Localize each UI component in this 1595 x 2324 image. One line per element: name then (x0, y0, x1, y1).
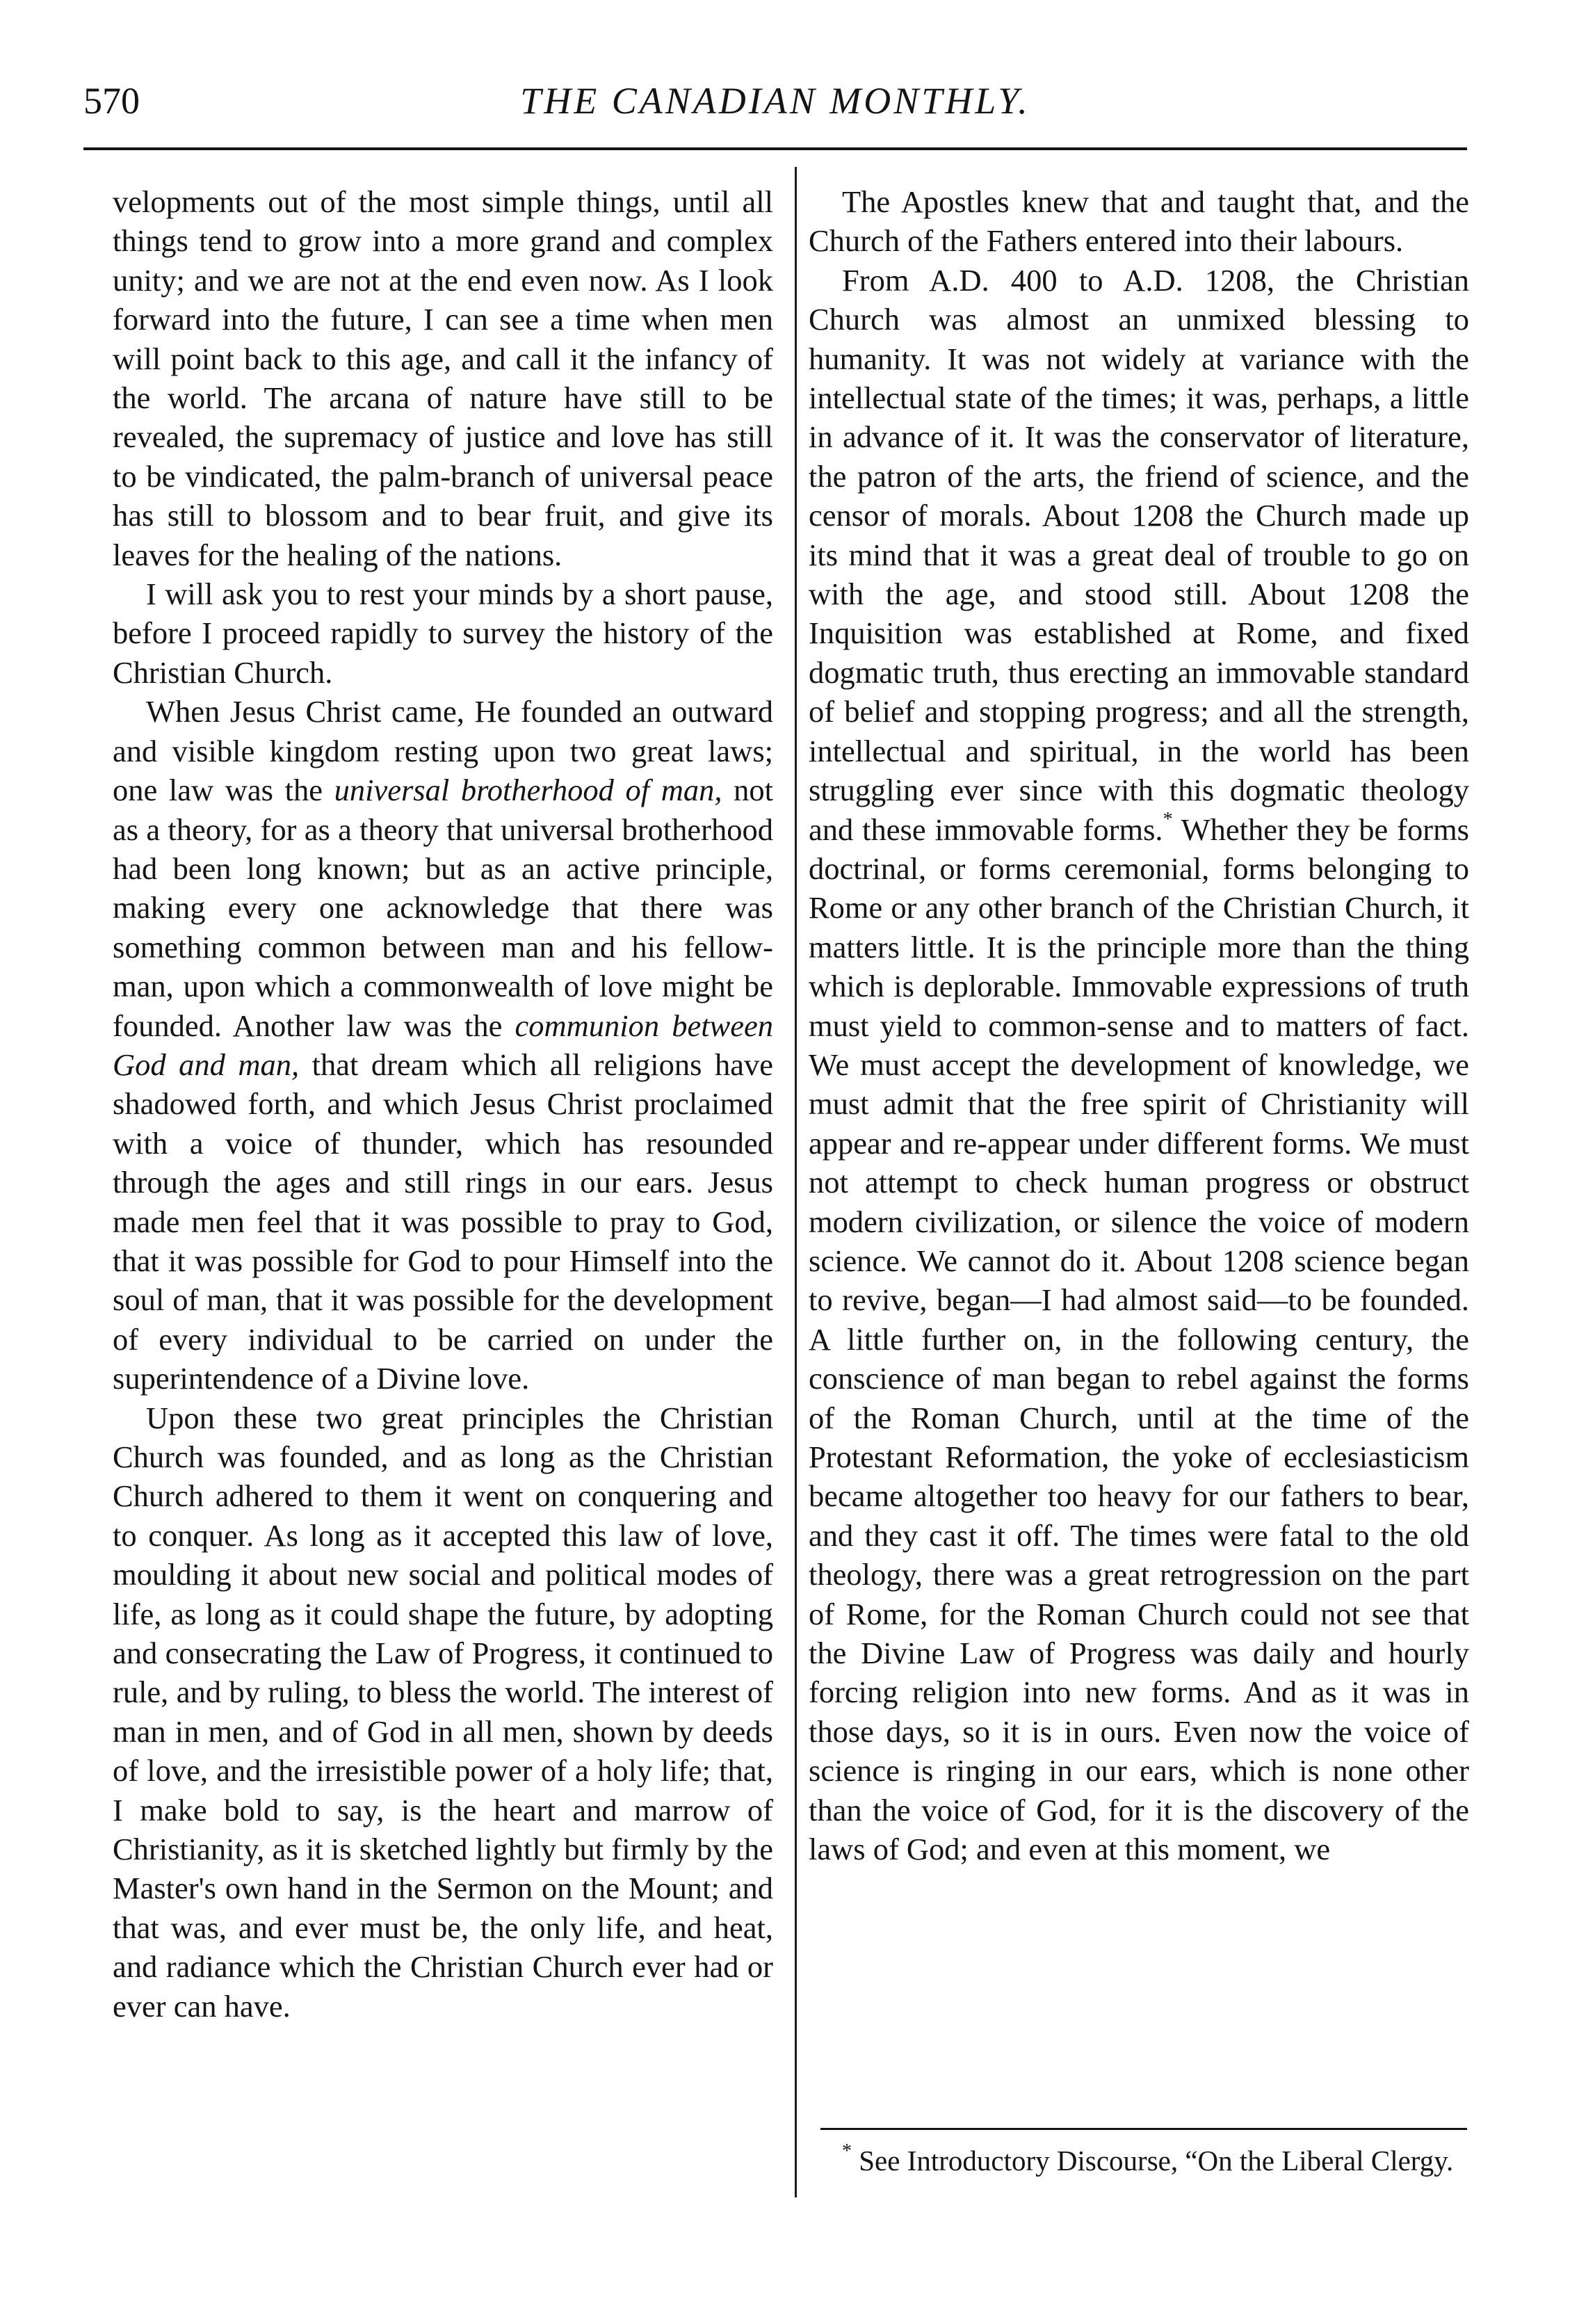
text-run: From A.D. 400 to A.D. 1208, the Christian Church was almost an unmixed blessing to humanity. It was not widely at variance with the intellectual state of the times; it was, perhaps, a little in advance of it. It was the conservator of literature, the patron of the arts, the friend of science, and the censor of morals. About 1208 the Church made up its mind that it was a great deal of trouble to go on with the age, and stood still. About 1208 the Inquisition was established at Rome, and fixed dogmatic truth, thus erecting an immovable standard of belief and stopping progress; and all the strength, intellectual and spiritual, in the world has been struggling ever since with this dogmatic theology and these immovable forms. (809, 262, 1469, 847)
paragraph: The Apostles knew that and taught that, and the Church of the Fathers entered into their labours. (809, 184, 1469, 259)
text-run: When Jesus Christ came, He founded an outward and visible kingdom resting upon two great laws; one law was the (113, 694, 773, 808)
text-run: Whether they be forms doctrinal, or forms ceremonial, forms belonging to Rome or any other branch of the Christian Church, it matters little. It is the principle more than the thing which is deplorable. Immovable expressions of truth must yield to common-sense and to matters of fact. We must accept the development of knowledge, we must admit that the free spirit of Christianity will appear and re-appear under different forms. We must not attempt to check human progress or obstruct modern civilization, or silence the voice of modern science. We cannot do it. About 1208 science began to revive, began—I had almost said—to be founded. A little further on, in the following century, the conscience of man began to rebel against the forms of the Roman Church, until at the time of the Protestant Reformation, the yoke of ecclesiasticism became altogether too heavy for our fathers to bear, and they cast it off. The times were fatal to the old theology, there was a great retrogression on the part of Rome, for the Roman Church could not see that the Divine Law of Progress was daily and hourly forcing religion into new forms. And as it was in those days, so it is in ours. Even now the voice of science is ringing in our ears, which is none other than the voice of God, for it is the discovery of the laws of God; and even at this moment, we (809, 812, 1469, 1867)
footnote (809, 2142, 1469, 2179)
running-head: THE CANADIAN MONTHLY. (520, 80, 1030, 122)
column-divider (795, 167, 797, 2197)
footnote-text (809, 2142, 1469, 2179)
page-header (83, 66, 1467, 136)
footnote-mark: * (842, 2140, 852, 2162)
footnote-rule (820, 2128, 1467, 2130)
header-rule (83, 147, 1467, 150)
paragraph (113, 692, 773, 1398)
text-run: that dream which all religions have shadowed forth, and which Jesus Christ proclaimed with a voice of thunder, which has resounded through the ages and still rings in our ears. Jesus made men feel that it was possible to pray to God, that it was possible for God to pour Himself into the soul of man, that it was possible for the development of every individual to be carried on under the superintendence of a Divine love. (113, 1047, 773, 1396)
right-column (809, 182, 1469, 1869)
footnote-body: See Introductory Discourse, “On the Liberal Clergy. (852, 2145, 1454, 2177)
footnote-reference[interactable]: * (1163, 808, 1173, 830)
paragraph: Upon these two great principles the Christian Church was founded, and as long as the Christian Church adhered to them it went on conquering and to conquer. As long as it accepted this law of love, moulding it about new social and political modes of life, as long as it could shape the future, by adopting and consecrating the Law of Progress, it continued to rule, and by ruling, to bless the world. The interest of man in men, and of God in all men, shown by deeds of love, and the irresistible power of a holy life; that, I make bold to say, is the heart and marrow of Christianity, as it is sketched lightly but firmly by the Master's own hand in the Sermon on the Mount; and that was, and ever must be, the only life, and heat, and radiance which the Christian Church ever had or ever can have. (113, 1400, 773, 2024)
italic-phrase: communion between God and man, (113, 1008, 773, 1082)
left-column (113, 182, 773, 2026)
paragraph: velopments out of the most simple things, until all things tend to grow into a more grand and complex unity; and we are not at the end even now. As I look forward into the future, I can see a time when men will point back to this age, and call it the infancy of the world. The arcana of nature have still to be revealed, the supremacy of justice and love has still to be vindicated, the palm-branch of universal peace has still to blossom and to bear fruit, and give its leaves for the healing of the nations. (113, 184, 773, 572)
text-run: not as a theory, for as a theory that universal brotherhood had been long known; but as an active principle, making every one acknowledge that there was something common between man and his fellow-man, upon which a commonwealth of love might be founded. Another law was the (113, 773, 773, 1043)
page-number: 570 (83, 80, 140, 122)
paragraph (809, 261, 1469, 1869)
italic-phrase: universal brotherhood of man, (334, 773, 722, 808)
paragraph: I will ask you to rest your minds by a short pause, before I proceed rapidly to survey the history of the Christian Church. (113, 576, 773, 690)
